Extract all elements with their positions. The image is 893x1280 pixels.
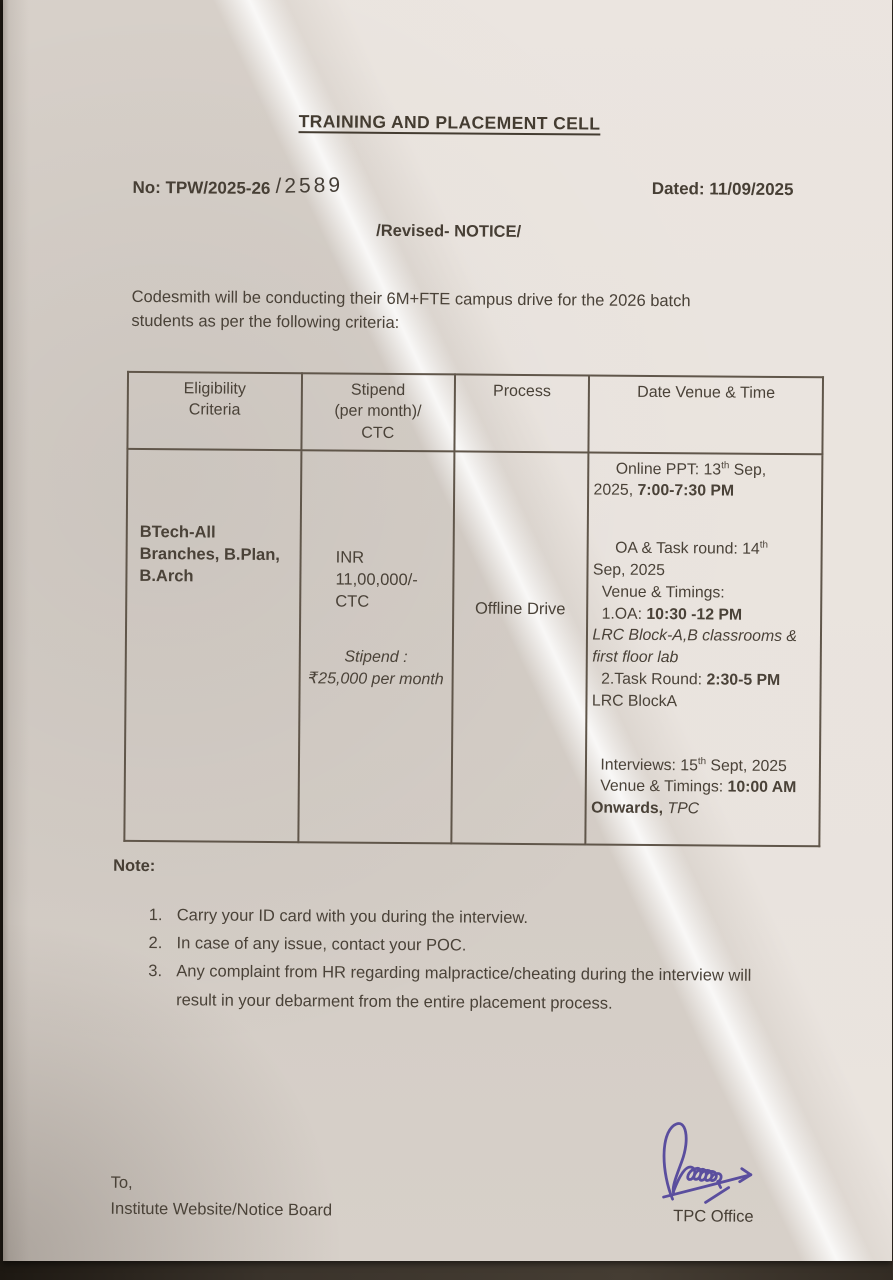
venue-line-oa-location-1: LRC Block-A,B classrooms &	[592, 626, 798, 646]
venue-line-interviews: Interviews: 15th Sept, 2025	[600, 755, 787, 775]
venue-line-oa-round: OA & Task round: 14th	[615, 539, 768, 559]
list-item-text: Any complaint from HR regarding malpractice/cheating during the interview will result in your debarment from the entire placement process.	[176, 962, 752, 1013]
footer	[110, 1109, 794, 1227]
list-item-number: 3.	[148, 962, 163, 981]
document-page	[3, 0, 892, 1261]
intro-paragraph: Codesmith will be conducting their 6M+FTE campus drive for the 2026 batch students as per the following criteria:	[131, 287, 691, 332]
list-item-text: In case of any issue, contact your POC.	[176, 934, 467, 955]
ctc-value: INR 11,00,000/- CTC	[335, 548, 418, 611]
reference-row	[132, 175, 793, 204]
drive-details-table	[123, 371, 824, 847]
header-eligibility-criteria: Eligibility Criteria	[127, 372, 301, 450]
note-label: Note:	[113, 856, 156, 875]
venue-line-ppt: Online PPT: 13th Sep,	[615, 459, 767, 479]
to-label: To,	[110, 1173, 133, 1192]
list-item-number: 2.	[148, 934, 163, 953]
stipend-cell	[298, 450, 454, 843]
list-item-text: Carry your ID card with you during the interview.	[176, 905, 529, 927]
venue-line-ppt-time: 2025, 7:00-7:30 PM	[593, 481, 735, 501]
header-stipend-ctc: Stipend (per month)/ CTC	[301, 373, 454, 451]
venue-line-oa-time: 1.OA: 10:30 -12 PM	[601, 605, 743, 624]
addressee-block	[110, 1171, 332, 1224]
signature-block	[633, 1113, 794, 1227]
notes-list	[148, 901, 888, 1020]
revised-notice-label: /Revised- NOTICE/	[376, 221, 522, 241]
venue-line-interview-location: Onwards, TPC	[591, 799, 700, 818]
list-item-number: 1.	[148, 905, 163, 924]
reference-number	[132, 175, 343, 201]
dated-label: Dated: 11/09/2025	[651, 178, 794, 200]
header-date-venue-time: Date Venue & Time	[589, 375, 823, 454]
header-process: Process	[454, 374, 589, 452]
eligibility-cell: BTech-All Branches, B.Plan, B.Arch	[124, 448, 301, 841]
table-row	[124, 448, 822, 845]
office-label: TPC Office	[673, 1207, 754, 1226]
process-cell: Offline Drive	[451, 451, 589, 844]
venue-line-oa-location-2: first floor lab	[592, 648, 679, 667]
list-item	[148, 957, 887, 1020]
handwritten-reference-number: /2589	[275, 173, 344, 198]
venue-line-interview-time: Venue & Timings: 10:00 AM	[600, 777, 797, 797]
stipend-note: Stipend : ₹25,000 per month	[307, 648, 444, 689]
reference-number-label: No: TPW/2025-26	[132, 177, 271, 198]
table-header-row	[127, 372, 823, 454]
venue-line-oa-date: Sep, 2025	[592, 561, 666, 580]
date-venue-time-cell	[586, 452, 823, 846]
addressee-line: Institute Website/Notice Board	[110, 1199, 333, 1220]
venue-line-task-location: LRC BlockA	[591, 692, 678, 710]
page-title: TRAINING AND PLACEMENT CELL	[298, 111, 601, 134]
venue-line-venue-timings: Venue & Timings:	[601, 583, 725, 602]
signature-icon	[649, 1113, 780, 1206]
venue-line-task-round: 2.Task Round: 2:30-5 PM	[601, 670, 781, 689]
